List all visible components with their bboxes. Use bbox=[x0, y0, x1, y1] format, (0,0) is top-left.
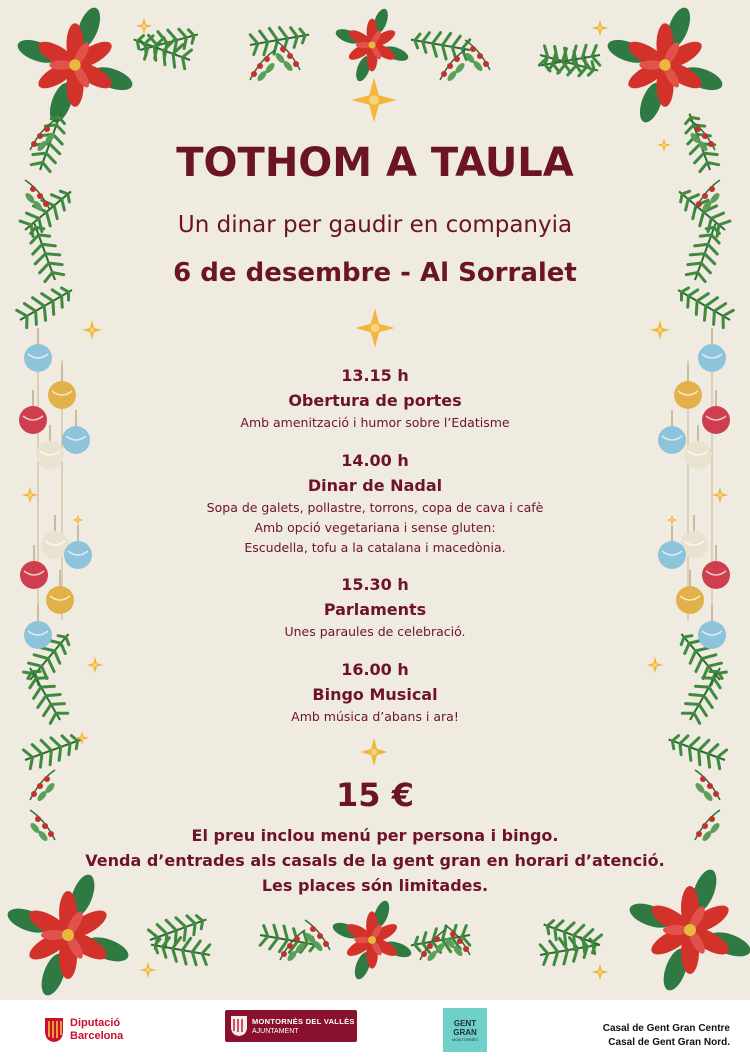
gent-gran-line1: GENT bbox=[453, 1018, 477, 1028]
montornes-ajuntament-logo bbox=[225, 1010, 357, 1042]
schedule-time: 16.00 h bbox=[341, 660, 409, 679]
schedule-description: Amb opció vegetariana i sense gluten: bbox=[254, 520, 496, 535]
montornes-shield-icon bbox=[230, 1015, 248, 1037]
schedule-description: Unes paraules de celebració. bbox=[284, 624, 466, 639]
schedule-time: 13.15 h bbox=[341, 366, 409, 385]
casal-centre: Casal de Gent Gran Centre bbox=[602, 1023, 730, 1034]
schedule-time: 15.30 h bbox=[341, 575, 409, 594]
gent-gran-logo bbox=[443, 1008, 487, 1052]
schedule-time: 14.00 h bbox=[341, 451, 409, 470]
schedule-item bbox=[0, 572, 750, 642]
schedule-name: Parlaments bbox=[323, 600, 427, 619]
schedule-item bbox=[0, 657, 750, 727]
montornes-subtitle: AJUNTAMENT bbox=[252, 1027, 299, 1035]
ticket-price: 15 € bbox=[336, 776, 414, 814]
note-line: El preu inclou menú per persona i bingo. bbox=[191, 826, 559, 845]
schedule-item bbox=[0, 448, 750, 558]
schedule-description: Escudella, tofu a la catalana i macedònia. bbox=[244, 540, 506, 555]
note-line: Les places són limitades. bbox=[261, 876, 489, 895]
schedule-name: Obertura de portes bbox=[288, 391, 462, 410]
schedule-name: Bingo Musical bbox=[312, 685, 438, 704]
diputacio-shield-icon bbox=[44, 1017, 64, 1043]
gent-gran-line2: GRAN bbox=[453, 1027, 477, 1037]
schedule-description: Amb amenització i humor sobre l’Edatisme bbox=[240, 415, 510, 430]
casal-names bbox=[560, 1022, 730, 1050]
schedule-description: Amb música d’abans i ara! bbox=[291, 709, 459, 724]
diputacio-name-line2: Barcelona bbox=[70, 1030, 124, 1042]
schedule-item bbox=[0, 363, 750, 433]
ticket-notes bbox=[0, 823, 750, 898]
sponsor-footer bbox=[0, 1000, 750, 1061]
schedule-name: Dinar de Nadal bbox=[307, 476, 443, 495]
casal-nord: Casal de Gent Gran Nord. bbox=[608, 1037, 730, 1048]
diputacio-name-line1: Diputació bbox=[70, 1017, 121, 1029]
event-date: 6 de desembre - Al Sorralet bbox=[173, 258, 577, 288]
note-line: Venda d’entrades als casals de la gent gran en horari d’atenció. bbox=[85, 851, 665, 870]
montornes-name: MONTORNÈS DEL VALLÈS bbox=[252, 1016, 355, 1026]
poster-title: TOTHOM A TAULA bbox=[176, 140, 574, 186]
schedule-description: Sopa de galets, pollastre, torrons, copa de cava i cafè bbox=[206, 500, 544, 515]
gent-gran-line3: MONTORNÈS bbox=[452, 1036, 478, 1042]
diputacio-barcelona-logo bbox=[44, 1010, 123, 1050]
poster-subtitle: Un dinar per gaudir en companyia bbox=[177, 212, 573, 238]
